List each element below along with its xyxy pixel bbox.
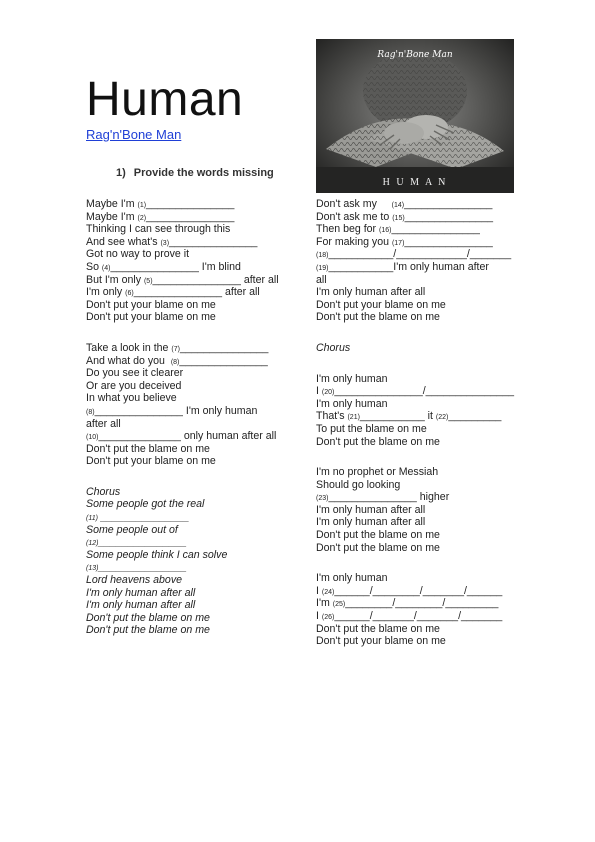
lyric-line: Thinking I can see through this	[86, 223, 231, 236]
lyric-line: I'm only human after all	[86, 599, 196, 612]
lyric-line: Don't put your blame on me	[86, 455, 216, 468]
section-label-chorus: Chorus	[316, 341, 351, 354]
band-logo-text: Rag'n'Bone Man	[377, 50, 453, 60]
lyric-line: Don't put the blame on me	[86, 624, 210, 637]
lyric-line: Some people got the real	[86, 498, 205, 511]
lyric-line: Don't put the blame on me	[86, 442, 210, 455]
lyric-line: (10)______________ only human after all	[86, 430, 277, 443]
lyric-line: Don't ask me to (15)_______________	[316, 210, 494, 223]
lyrics-column-right	[316, 198, 516, 648]
album-title-text: H U M A N	[382, 177, 448, 188]
lyric-line: Don't put the blame on me	[316, 435, 440, 448]
lyric-line: (19)___________I'm only human after	[316, 260, 489, 273]
lyric-line: Don't put the blame on me	[316, 541, 440, 554]
lyric-line: I'm only human after all	[316, 516, 426, 529]
instruction	[116, 166, 274, 180]
stanza-gap	[316, 324, 516, 342]
lyric-line: (12)_______________	[86, 536, 187, 549]
lyric-line: So (4)_______________ I'm blind	[86, 260, 241, 273]
lyric-line: Do you see it clearer	[86, 367, 184, 380]
lyric-line: I'm only human	[316, 372, 388, 385]
lyric-line: I'm no prophet or Messiah	[316, 466, 439, 479]
lyric-line: (11) _______________	[86, 511, 190, 524]
section-label-chorus: Chorus	[86, 485, 121, 498]
lyric-line: Maybe I'm (2)_______________	[86, 210, 235, 223]
lyric-line: Should go looking	[316, 478, 401, 491]
stanza-gap	[86, 324, 286, 342]
lyric-line: But I'm only (5)_______________ after all	[86, 273, 279, 286]
lyric-line: In what you believe	[86, 392, 177, 405]
lyric-line: I (26)______/_______/_______/_______	[316, 610, 503, 623]
lyric-line: Don't put your blame on me	[86, 298, 216, 311]
lyric-line: Lord heavens above	[86, 574, 183, 587]
lyric-line: I'm (25)________/________/_________	[316, 597, 499, 610]
lyric-line: (18)___________/____________/_______	[316, 248, 512, 261]
page-title: Human	[86, 73, 244, 126]
lyric-line: I (24)______/________/_______/______	[316, 584, 503, 597]
lyric-line: And see what's (3)_______________	[86, 235, 258, 248]
stanza-gap	[86, 468, 286, 486]
lyric-line: And what do you (8)_______________	[86, 354, 268, 367]
album-cover-image	[316, 39, 514, 193]
lyric-line: Take a look in the (7)_______________	[86, 341, 269, 354]
lyric-line: Don't put your blame on me	[316, 635, 446, 648]
lyric-line: Or are you deceived	[86, 379, 182, 392]
lyric-line: Don't put the blame on me	[316, 529, 440, 542]
lyric-line: (13)_______________	[86, 561, 187, 574]
lyric-line: I (20)_______________/_______________	[316, 385, 515, 398]
instruction-number: 1)	[116, 167, 126, 179]
lyric-line: That's (21)___________ it (22)_________	[316, 410, 502, 423]
lyric-line: Some people out of	[86, 523, 178, 536]
lyric-line: I'm only human after all	[86, 586, 196, 599]
lyric-line: Don't put your blame on me	[316, 298, 446, 311]
lyric-line: I'm only (6)_______________ after all	[86, 286, 260, 299]
lyric-line: Don't put the blame on me	[316, 311, 440, 324]
lyric-line: (8)_______________ I'm only human	[86, 404, 258, 417]
lyric-line: To put the blame on me	[316, 422, 427, 435]
lyric-line: Don't put your blame on me	[86, 311, 216, 324]
stanza-gap	[316, 355, 516, 373]
stanza-gap	[316, 554, 516, 572]
stanza-gap	[316, 448, 516, 466]
lyric-line: after all	[86, 417, 121, 430]
lyrics-column-left	[86, 198, 286, 637]
artist-link[interactable]: Rag'n'Bone Man	[86, 127, 182, 142]
instruction-text: Provide the words missing	[133, 167, 274, 179]
lyric-line: I'm only human after all	[316, 286, 426, 299]
lyric-line: I'm only human after all	[316, 503, 426, 516]
lyric-line: Some people think I can solve	[86, 548, 228, 561]
lyric-line: (23)_______________ higher	[316, 491, 450, 504]
lyric-line: Don't put the blame on me	[316, 622, 440, 635]
lyric-line: Maybe I'm (1)_______________	[86, 198, 235, 210]
lyric-line: Don't put the blame on me	[86, 611, 210, 624]
lyric-line: Don't ask my (14)_______________	[316, 198, 493, 210]
lyric-line: I'm only human	[316, 397, 388, 410]
lyric-line: Got no way to prove it	[86, 248, 190, 261]
lyric-line: I'm only human	[316, 572, 388, 585]
lyric-line: For making you (17)_______________	[316, 235, 493, 248]
lyric-line: all	[316, 273, 327, 286]
lyric-line: Then beg for (16)_______________	[316, 223, 480, 236]
